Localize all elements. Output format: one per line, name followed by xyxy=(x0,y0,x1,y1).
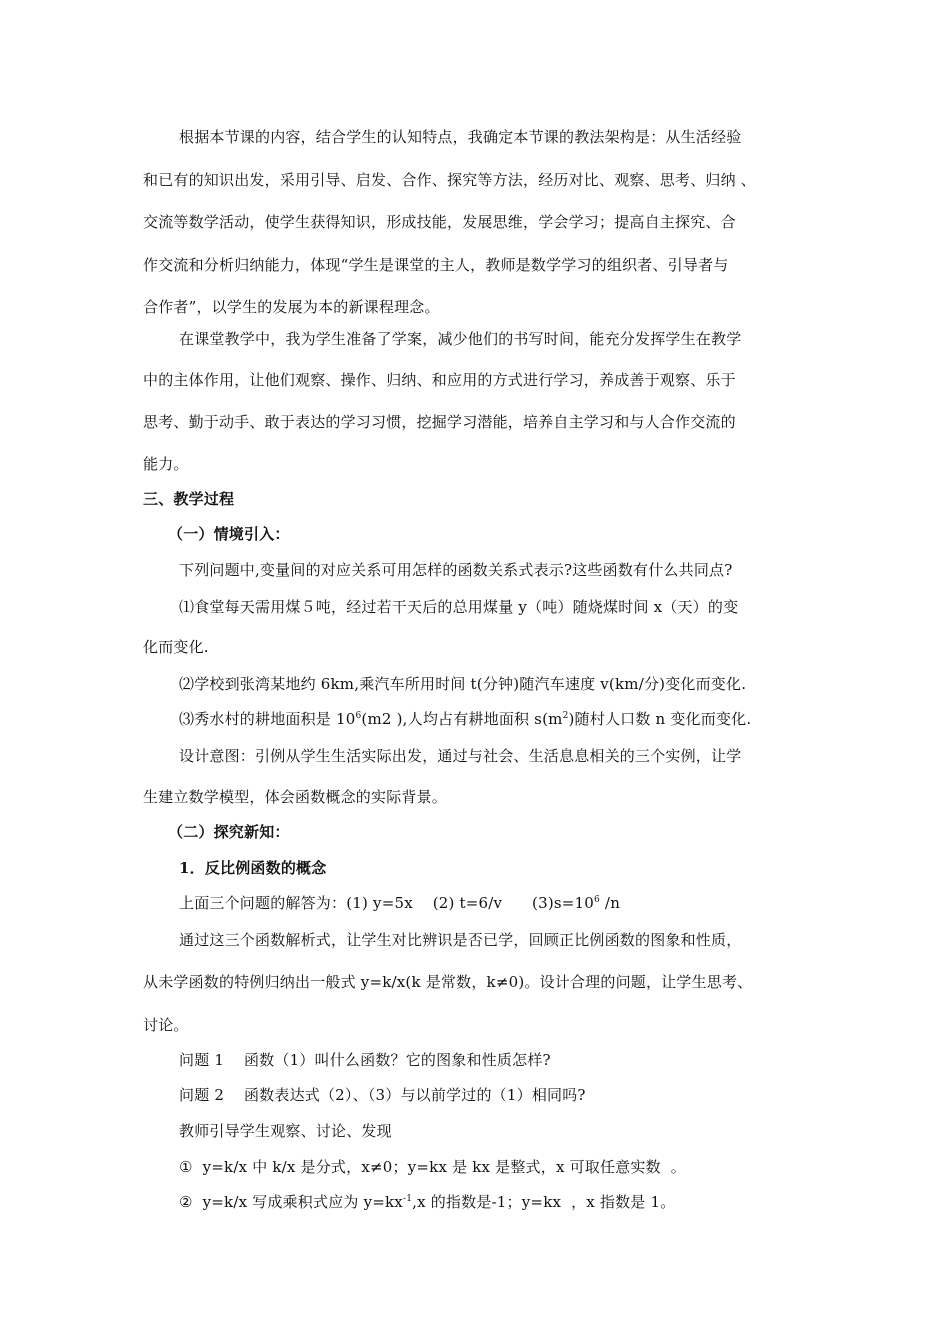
question-1-line1: ⑴食堂每天需用煤５吨，经过若干天后的总用煤量 y（吨）随烧煤时间 x（天）的变 xyxy=(179,598,739,616)
para1-line1: 根据本节课的内容，结合学生的认知特点，我确定本节课的教法架构是：从生活经验 xyxy=(179,128,742,146)
para2-line3: 思考、勤于动手、敢于表达的学习习惯，挖掘学习潜能，培养自主学习和与人合作交流的 xyxy=(143,413,736,431)
para2-line4: 能力。 xyxy=(143,455,189,473)
para1-line4: 作交流和分析归纳能力，体现“学生是课堂的主人，教师是数学学习的组织者、引导者与 xyxy=(143,256,729,274)
problem-2: 问题 2 函数表达式（2）、（3）与以前学过的（1）相同吗? xyxy=(179,1086,586,1104)
para3-line2: 从未学函数的特例归纳出一般式 y=k/x(k 是常数，k≠0)。设计合理的问题，让学生思考、 xyxy=(143,973,753,991)
para3-line3: 讨论。 xyxy=(143,1016,189,1034)
problem-1: 问题 1 函数（1）叫什么函数？它的图象和性质怎样? xyxy=(179,1051,551,1069)
question-2: ⑵学校到张湾某地约 6km,乘汽车所用时间 t(分钟)随汽车速度 v(km/分)变化而变化. xyxy=(179,675,747,693)
question-3: ⑶秀水村的耕地面积是 $10^6(m2$ ),人均占有耕地面积 $s(m^2)$随村人口数 n 变化而变化. xyxy=(179,710,752,728)
para1-line3: 交流等数学活动，使学生获得知识，形成技能，发展思维，学会学习；提高自主探究、合 xyxy=(143,213,736,231)
para1-line2: 和已有的知识出发，采用引导、启发、合作、探究等方法，经历对比、观察、思考、归纳 、 xyxy=(143,171,756,189)
point-2: ② y=k/x 写成乘积式应为 $y=kx^{-1},x$ 的指数是-1；y=kx ，x 指数是 1。 xyxy=(179,1193,676,1211)
concept-title: 1．反比例函数的概念 xyxy=(179,859,327,877)
intro-question: 下列问题中,变量间的对应关系可用怎样的函数关系式表示?这些函数有什么共同点? xyxy=(179,561,733,579)
para3-line1: 通过这三个函数解析式，让学生对比辨识是否已学，回顾正比例函数的图象和性质， xyxy=(179,931,742,949)
para2-line2: 中的主体作用，让他们观察、操作、归纳、和应用的方式进行学习，养成善于观察、乐于 xyxy=(143,371,736,389)
subsection-heading-2: （二）探究新知： xyxy=(168,823,290,841)
answers-line: 上面三个问题的解答为：(1) y=5x (2) t=6/v $(3)s=10^6$ /n xyxy=(179,894,621,912)
point-1: ① y=k/x 中 k/x 是分式，x≠0；y=kx 是 kx 是整式，x 可取任意实数 。 xyxy=(179,1158,686,1176)
section-heading: 三、教学过程 xyxy=(143,490,235,508)
design-intent-line2: 生建立数学模型，体会函数概念的实际背景。 xyxy=(143,788,448,806)
para1-line5: 合作者”，以学生的发展为本的新课程理念。 xyxy=(143,298,440,316)
para2-line1: 在课堂教学中，我为学生准备了学案，减少他们的书写时间，能充分发挥学生在教学 xyxy=(179,330,742,348)
teacher-guide: 教师引导学生观察、讨论、发现 xyxy=(179,1122,392,1140)
subsection-heading-1: （一）情境引入： xyxy=(168,525,290,543)
design-intent-line1: 设计意图：引例从学生生活实际出发，通过与社会、生活息息相关的三个实例，让学 xyxy=(179,747,742,765)
question-1-line2: 化而变化. xyxy=(143,638,209,656)
